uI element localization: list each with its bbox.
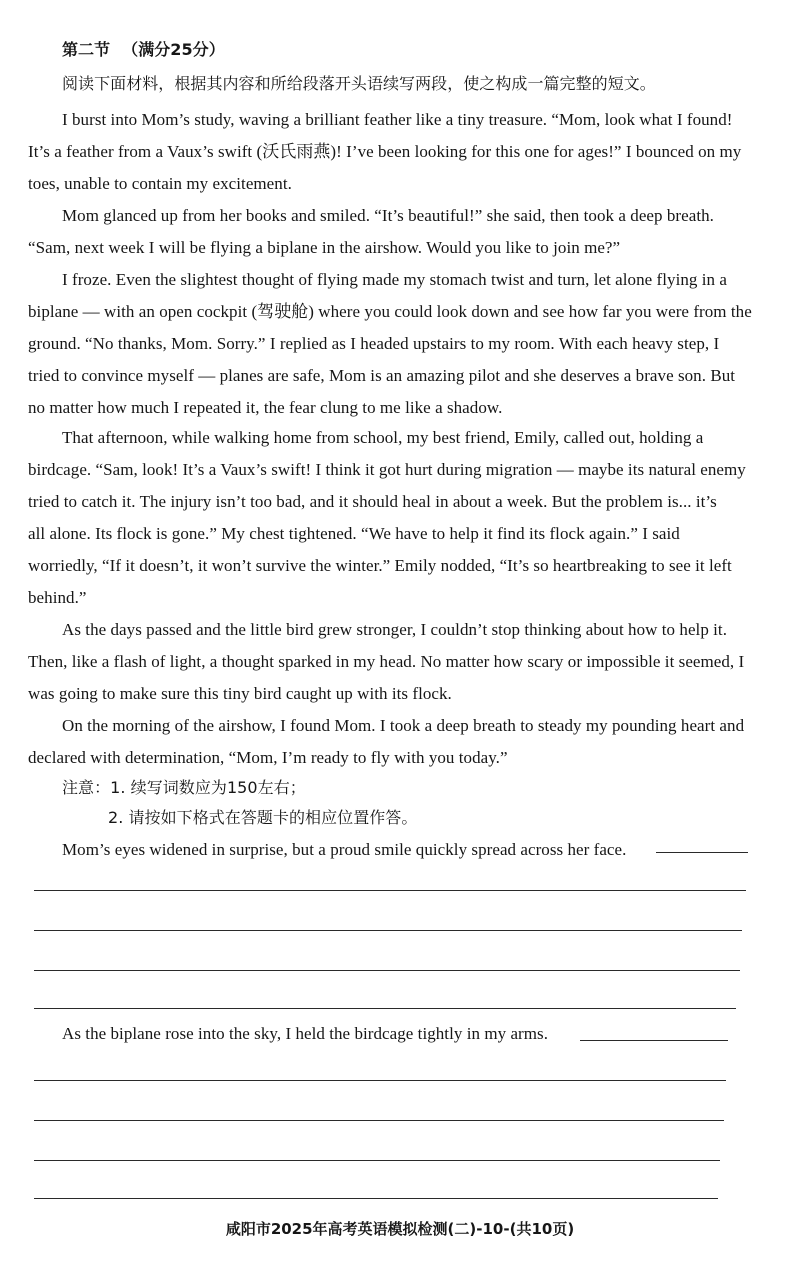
passage-line: tried to convince myself — planes are safe, Mom is an amazing pilot and she deserves a brave son. But bbox=[28, 366, 736, 385]
passage-line: birdcage. “Sam, look! It’s a Vaux’s swift! I think it got hurt during migration — maybe its natural enemy bbox=[28, 460, 746, 479]
continuation-opening-2: As the biplane rose into the sky, I held the birdcage tightly in my arms. bbox=[62, 1024, 548, 1043]
passage-line: Then, like a flash of light, a thought sparked in my head. No matter how scary or impossible it seemed, I bbox=[28, 652, 745, 671]
answer-line[interactable] bbox=[34, 930, 742, 931]
passage-line: As the days passed and the little bird grew stronger, I couldn’t stop thinking about how to help it. bbox=[62, 620, 728, 639]
passage-line: tried to catch it. The injury isn’t too bad, and it should heal in about a week. But the problem is... it’s bbox=[28, 492, 717, 511]
answer-line[interactable] bbox=[34, 1160, 720, 1161]
passage-line: It’s a feather from a Vaux’s swift (沃氏雨燕)! I’ve been looking for this one for ages!” I bounced on my bbox=[28, 142, 742, 161]
passage-line: declared with determination, “Mom, I’m ready to fly with you today.” bbox=[28, 748, 508, 767]
passage-line: I burst into Mom’s study, waving a brilliant feather like a tiny treasure. “Mom, look what I found! bbox=[62, 110, 733, 129]
answer-line[interactable] bbox=[34, 970, 740, 971]
page-footer: 咸阳市2025年高考英语模拟检测(二)-10-(共10页) bbox=[225, 1220, 575, 1238]
section-heading bbox=[62, 40, 225, 60]
section-instruction: 阅读下面材料，根据其内容和所给段落开头语续写两段，使之构成一篇完整的短文。 bbox=[62, 74, 656, 93]
answer-blank[interactable] bbox=[656, 852, 748, 853]
passage-line: Mom glanced up from her books and smiled. “It’s beautiful!” she said, then took a deep breath. bbox=[62, 206, 714, 225]
section-title: 第二节 bbox=[62, 40, 111, 59]
answer-line[interactable] bbox=[34, 890, 746, 891]
passage-line: worriedly, “If it doesn’t, it won’t survive the winter.” Emily nodded, “It’s so heartbreaking to see it left bbox=[28, 556, 732, 575]
section-points: （满分25分） bbox=[122, 40, 225, 59]
answer-blank[interactable] bbox=[580, 1040, 728, 1041]
passage-line: all alone. Its flock is gone.” My chest tightened. “We have to help it find its flock again.” I said bbox=[28, 524, 680, 543]
note-word-count: 注意：1. 续写词数应为150左右； bbox=[62, 778, 306, 797]
answer-line[interactable] bbox=[34, 1008, 736, 1009]
passage-line: ground. “No thanks, Mom. Sorry.” I replied as I headed upstairs to my room. With each heavy step, I bbox=[28, 334, 720, 353]
passage-line: behind.” bbox=[28, 588, 87, 607]
answer-line[interactable] bbox=[34, 1198, 718, 1199]
answer-line[interactable] bbox=[34, 1080, 726, 1081]
passage-line: no matter how much I repeated it, the fear clung to me like a shadow. bbox=[28, 398, 503, 417]
passage-line: toes, unable to contain my excitement. bbox=[28, 174, 292, 193]
passage-line: That afternoon, while walking home from school, my best friend, Emily, called out, holding a bbox=[62, 428, 704, 447]
passage-line: “Sam, next week I will be flying a biplane in the airshow. Would you like to join me?” bbox=[28, 238, 621, 257]
passage-line: biplane — with an open cockpit (驾驶舱) where you could look down and see how far you were from the bbox=[28, 302, 752, 321]
answer-line[interactable] bbox=[34, 1120, 724, 1121]
continuation-opening-1: Mom’s eyes widened in surprise, but a proud smile quickly spread across her face. bbox=[62, 840, 627, 859]
note-format: 2. 请按如下格式在答题卡的相应位置作答。 bbox=[108, 808, 418, 827]
passage-line: was going to make sure this tiny bird caught up with its flock. bbox=[28, 684, 452, 703]
passage-line: On the morning of the airshow, I found Mom. I took a deep breath to steady my pounding heart and bbox=[62, 716, 745, 735]
passage-line: I froze. Even the slightest thought of flying made my stomach twist and turn, let alone flying in a bbox=[62, 270, 727, 289]
